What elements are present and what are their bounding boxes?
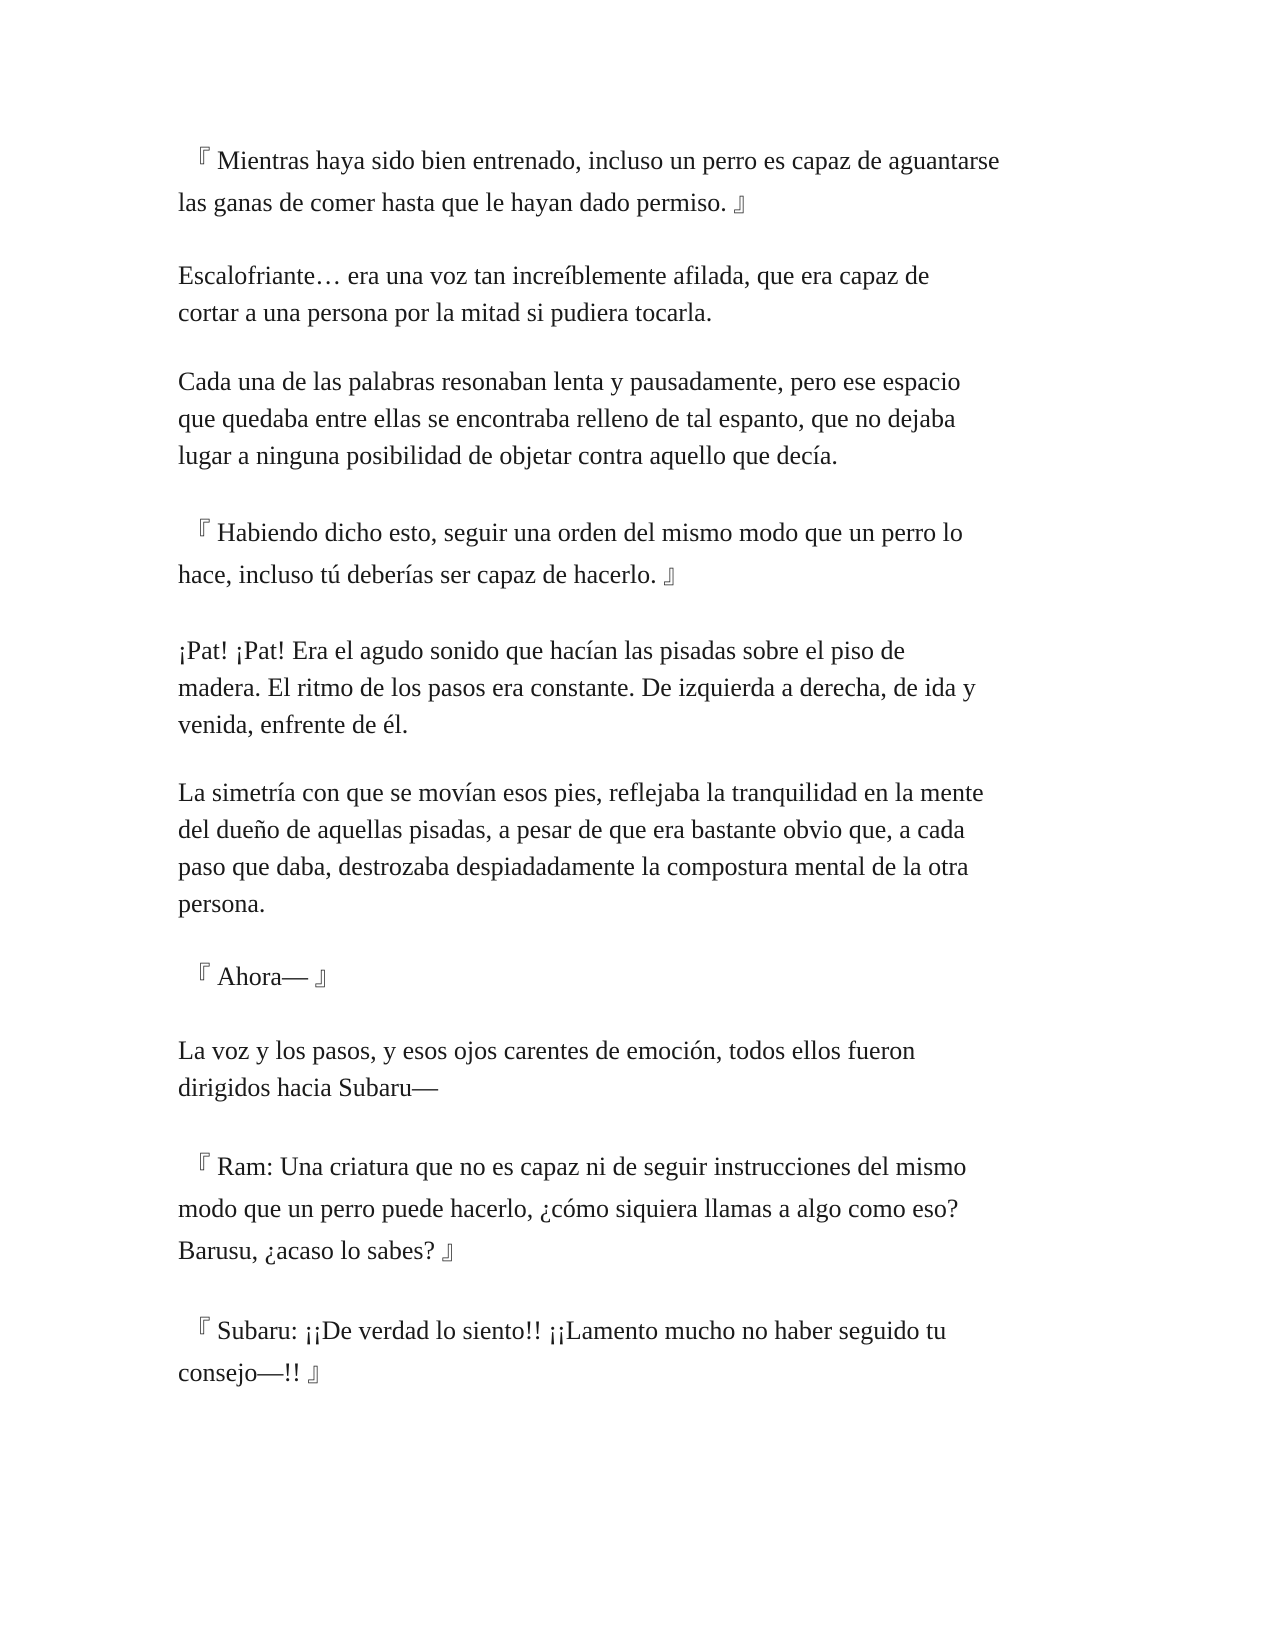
dialogue-paragraph: 『 Habiendo dicho esto, seguir una orden del mismo modo que un perro lo hace, incluso tú deberías ser capaz de hacerlo. 』 (178, 518, 963, 589)
narration-paragraph: ¡Pat! ¡Pat! Era el agudo sonido que hacían las pisadas sobre el piso de madera. El ritmo de los pasos era constante. De izquierda a derecha, de ida y venida, enfrente de él. (178, 636, 976, 739)
narration-paragraph: La voz y los pasos, y esos ojos carentes de emoción, todos ellos fueron dirigidos hacia Subaru— (178, 1036, 916, 1102)
dialogue-paragraph: 『 Ahora— 』 (178, 962, 341, 991)
narration-paragraph: La simetría con que se movían esos pies, reflejaba la tranquilidad en la mente del dueño de aquellas pisadas, a pesar de que era bastante obvio que, a cada paso que daba, destrozaba despiadadamente la compostura mental de la otra persona. (178, 778, 984, 918)
dialogue-paragraph: 『 Ram: Una criatura que no es capaz ni de seguir instrucciones del mismo modo que un perro puede hacerlo, ¿cómo siquiera llamas a algo como eso? Barusu, ¿acaso lo sabes? 』 (178, 1152, 967, 1265)
dialogue-paragraph: 『 Subaru: ¡¡De verdad lo siento!! ¡¡Lamento mucho no haber seguido tu consejo—!! 』 (178, 1316, 947, 1387)
narration-paragraph: Cada una de las palabras resonaban lenta y pausadamente, pero ese espacio que quedaba entre ellas se encontraba relleno de tal espanto, que no dejaba lugar a ninguna posibilidad de objetar contra aquello que decía. (178, 367, 961, 470)
dialogue-paragraph: 『 Mientras haya sido bien entrenado, incluso un perro es capaz de aguantarse las ganas de comer hasta que le hayan dado permiso. 』 (178, 146, 1000, 217)
narration-paragraph: Escalofriante… era una voz tan increíblemente afilada, que era capaz de cortar a una persona por la mitad si pudiera tocarla. (178, 261, 930, 327)
